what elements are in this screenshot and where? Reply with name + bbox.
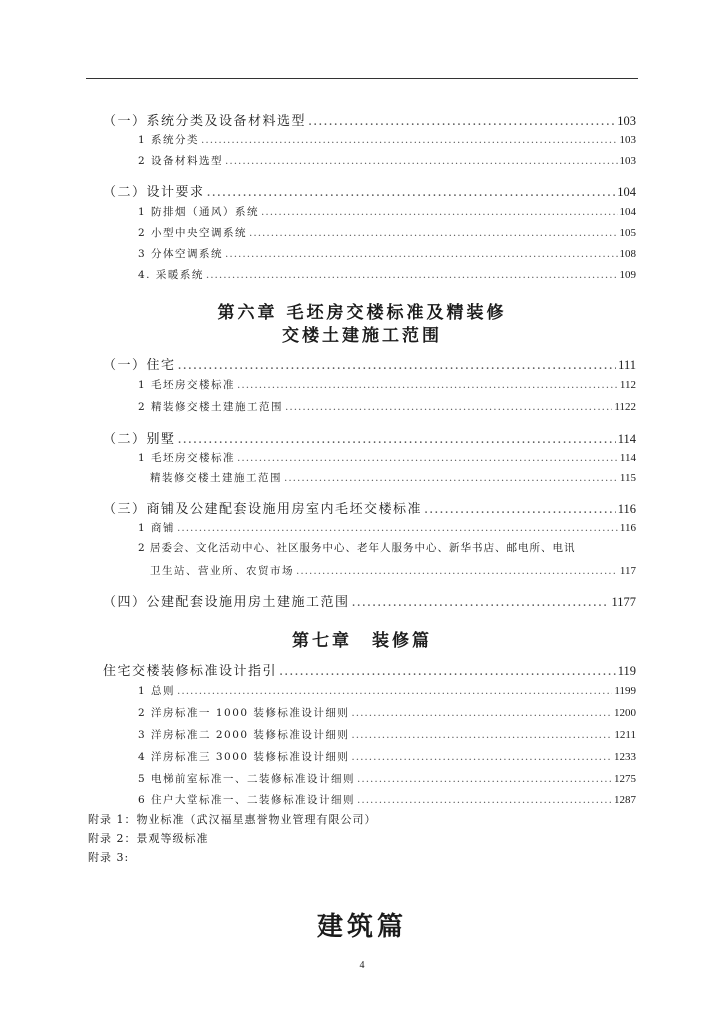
toc-entry[interactable]: 1 毛坯房交楼标准 ..... 114	[138, 450, 636, 465]
toc-entry[interactable]: 1 总则 ..... 1199	[138, 683, 636, 698]
toc-entry-continued[interactable]: 2 居委会、文化活动中心、社区服务中心、老年人服务中心、新华书店、邮电所、电讯	[138, 542, 576, 554]
appendix-3[interactable]: 附录 3:	[88, 851, 130, 864]
toc-entry[interactable]: 2 小型中央空调系统 ..... 105	[138, 225, 636, 240]
toc-entry-section[interactable]: （二）设计要求 ..... 104	[103, 181, 636, 200]
toc-entry[interactable]: 2 洋房标准一 1000 装修标准设计细则 ..... 1200	[138, 705, 636, 720]
toc-entry[interactable]: 5 电梯前室标准一、二装修标准设计细则 ..... 1275	[138, 771, 636, 786]
toc-entry[interactable]: 4 洋房标准三 3000 装修标准设计细则 ..... 1233	[138, 749, 636, 764]
toc-entry[interactable]: 2 精装修交楼土建施工范围 ..... 1122	[138, 399, 636, 414]
toc-entry[interactable]: 6 住户大堂标准一、二装修标准设计细则 ..... 1287	[138, 792, 636, 807]
toc-entry-section[interactable]: （一）住宅 ..... 111	[103, 354, 636, 373]
toc-entry[interactable]: 4. 采暖系统 ..... 109	[138, 267, 636, 282]
toc-entry[interactable]: 卫生站、营业所、农贸市场 ..... 117	[150, 563, 636, 578]
toc-entry-section[interactable]: （三）商铺及公建配套设施用房室内毛坯交楼标准 ..... 116	[103, 498, 636, 517]
appendix-1[interactable]: 附录 1：物业标准（武汉福星惠誉物业管理有限公司）	[88, 813, 377, 826]
toc-entry[interactable]: 精装修交楼土建施工范围 ..... 115	[150, 470, 636, 485]
page-number: 4	[359, 960, 365, 971]
toc-entry-section[interactable]: 住宅交楼装修标准设计指引 ..... 119	[103, 660, 636, 679]
header-rule	[86, 78, 638, 79]
chapter-6-title-line2: 交楼土建施工范围	[282, 326, 442, 346]
toc-entry[interactable]: 1 毛坯房交楼标准 ..... 112	[138, 377, 636, 392]
chapter-6-title: 第六章 毛坯房交楼标准及精装修	[217, 303, 507, 323]
toc-entry[interactable]: 1 商铺 ..... 116	[138, 520, 636, 535]
toc-entry[interactable]: 1 防排烟（通风）系统 ..... 104	[138, 204, 636, 219]
appendix-2[interactable]: 附录 2：景观等级标准	[88, 832, 209, 845]
toc-entry[interactable]: 2 设备材料选型 ..... 103	[138, 153, 636, 168]
toc-entry[interactable]: 3 洋房标准二 2000 装修标准设计细则 ..... 1211	[138, 727, 636, 742]
toc-entry[interactable]: 1 系统分类 ..... 103	[138, 132, 636, 147]
toc-entry-section[interactable]: （四）公建配套设施用房土建施工范围 ..... 1177	[103, 591, 636, 610]
toc-entry-section[interactable]: （二）别墅 ..... 114	[103, 428, 636, 447]
chapter-7-title: 第七章 装修篇	[292, 631, 432, 651]
toc-entry[interactable]: 3 分体空调系统 ..... 108	[138, 246, 636, 261]
section-title: 建筑篇	[316, 912, 407, 942]
toc-entry-section[interactable]: （一）系统分类及设备材料选型 ..... 103	[103, 110, 636, 129]
